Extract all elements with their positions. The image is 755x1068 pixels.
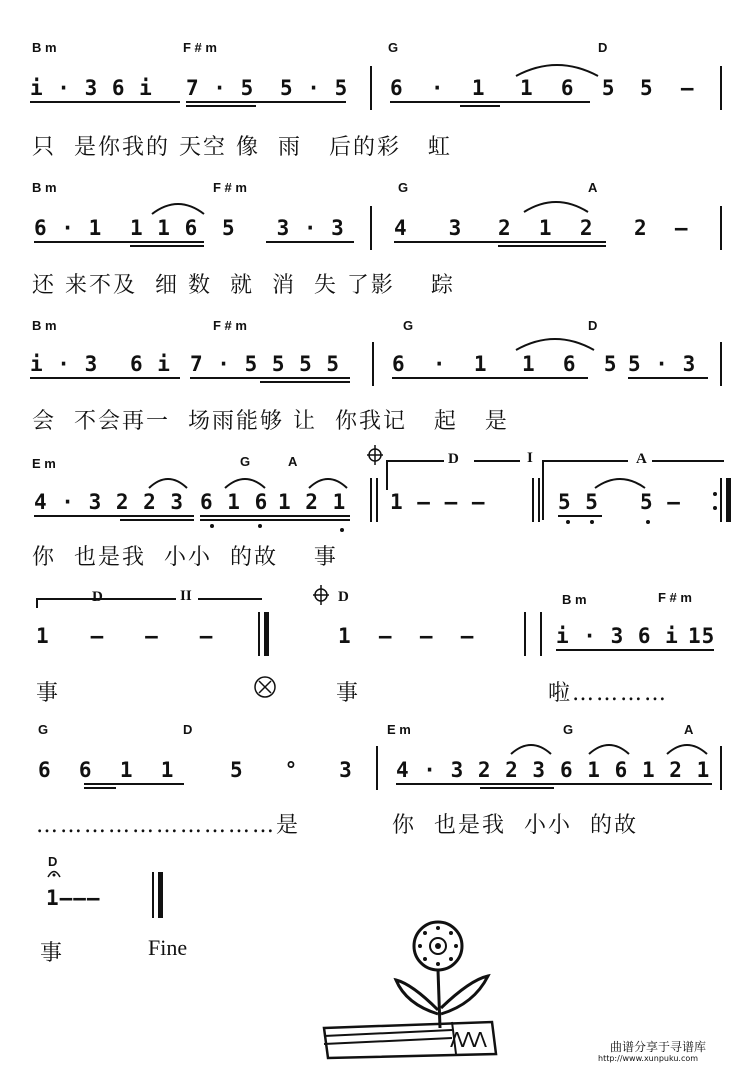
notes-group: i · 3 6 i [30,76,153,100]
beam-line [130,245,204,247]
volta-bracket [542,460,544,520]
chord: B m [32,318,57,333]
lyrics-line: 你 也是我 小小 的故 [392,813,638,838]
notes-group: 1 1 6 [130,216,199,240]
lyrics-line: 啦………… [548,681,669,706]
notes-group: 5 3 · 3 [222,216,345,240]
chord: D [338,589,349,605]
beam-line [84,787,116,789]
notes-group: 2 — [634,216,689,240]
bar-line [376,746,378,790]
notes-group: 6 1 6 [560,758,629,782]
volta-bracket [542,460,628,462]
slur [664,740,710,756]
notes-group: 4 · 3 2 2 3 [396,758,547,782]
slur [586,740,632,756]
final-bar [264,612,269,656]
slur [222,474,268,490]
beam-line [558,515,602,517]
repeat-dot [713,492,717,496]
notes-group: 5 ° 3 [230,758,353,782]
notes-group: i · 3 6 i [556,624,679,648]
beam-line [200,519,350,521]
notes-group: 6 · 1 [390,76,486,100]
beam-line [460,105,500,107]
notes-group: 1 2 1 [642,758,711,782]
lyrics-line: 会 不会再一 场雨能够 让 你我记 起 是 [32,409,509,434]
notes-group: 6 1 6 [200,490,269,514]
notes-group: 6 i [130,352,171,376]
beam-line [200,515,350,517]
lyrics-line: 还 来不及 细 数 就 消 失 了影 踪 [32,273,455,298]
lyrics-line: 事 [40,941,65,966]
bar-line [532,478,534,522]
notes-group: 6 · 1 [392,352,488,376]
beam-line [120,519,194,521]
notes-group: 5 · 5 [280,76,349,100]
chord: B m [562,592,587,607]
lyrics-line: 你 也是我 小小 的故 事 [32,545,338,570]
beam-line [84,783,184,785]
bar-line [538,478,540,522]
volta-bracket [386,460,444,462]
lyrics-line: 事 [336,681,361,706]
slur [512,332,598,352]
volta-label: II [180,588,192,604]
slur [508,740,554,756]
footer-url: http://www.xunpuku.com [598,1054,699,1063]
chord: D [448,451,459,467]
lyrics-line: …………………………是 [36,813,301,838]
beam-line [260,381,350,383]
chord: G [240,454,251,469]
beam-line [498,245,606,247]
chord: E m [32,456,56,471]
volta-bracket [386,460,388,490]
slur [306,474,350,490]
lyrics-line: 事 [36,681,61,706]
beam-line [186,105,256,107]
chord: B m [32,40,57,55]
octave-dot [210,524,214,528]
octave-dot [340,528,344,532]
chord: A [684,722,694,737]
chord: G [398,180,409,195]
bar-line [720,746,722,790]
footer-site-name: 曲谱分享于寻谱库 [610,1040,707,1054]
chord: D [588,318,598,333]
chord: F # m [213,318,247,333]
bar-line [376,478,378,522]
bar-line [540,612,542,656]
octave-dot [566,520,570,524]
fermata-icon [47,868,61,878]
notes-group: 15 [688,624,716,648]
slur [592,474,648,490]
bar-line [370,66,372,110]
notes-group: 2 1 2 [498,216,594,240]
chord: G [388,40,399,55]
beam-line [394,241,606,243]
chord: A [588,180,598,195]
chord: F # m [213,180,247,195]
book-wordmark: ΛΛΛ [450,1028,486,1052]
notes-group: 7 · 5 [186,76,255,100]
notes-group: 6 6 1 1 [38,758,175,782]
notes-group: 1 2 1 [278,490,347,514]
final-bar [158,872,163,918]
chord: F # m [183,40,217,55]
notes-group: 5 5 [558,490,599,514]
chord: E m [387,722,411,737]
beam-line [628,377,708,379]
bar-line [372,342,374,386]
coda-circle-mark [252,674,278,700]
slur [148,198,208,216]
notes-group: 5 · 3 [628,352,697,376]
bar-line [524,612,526,656]
chord: D [598,40,608,55]
octave-dot [590,520,594,524]
slur [520,196,592,214]
beam-line [34,241,204,243]
octave-dot [258,524,262,528]
beam-line [396,783,712,785]
notes-group: 1 6 5 [520,76,616,100]
beam-line [556,649,714,651]
chord: A [636,451,647,467]
beam-line [266,241,354,243]
chord: G [38,722,49,737]
slur [512,58,602,78]
bar-line [370,206,372,250]
chord: D [183,722,193,737]
notes-group: 1 — — — [338,624,475,648]
octave-dot [646,520,650,524]
notes-group: 1 — — — [390,490,486,514]
flower-illustration [320,910,520,1060]
beam-line [30,101,180,103]
slur [146,474,190,490]
repeat-bar [720,478,722,522]
volta-bracket [652,460,724,462]
coda-sign [312,584,330,606]
beam-line [34,515,194,517]
notes-group: 1——— [46,886,101,910]
beam-line [392,377,588,379]
fine-mark: Fine [148,935,188,960]
volta-bracket [474,460,520,462]
bar-line [152,872,154,918]
notes-group: 4 3 [394,216,463,240]
notes-group: i · 3 [30,352,99,376]
volta-bracket [36,598,38,608]
notes-group: 1 — — — [36,624,214,648]
notes-group: 6 · 1 [34,216,103,240]
chord: G [563,722,574,737]
chord: D [48,854,58,869]
bar-line [370,478,372,522]
chord: G [403,318,414,333]
beam-line [390,101,590,103]
beam-line [30,377,180,379]
notes-group: 4 · 3 2 2 3 [34,490,185,514]
chord: A [288,454,298,469]
bar-line [720,342,722,386]
notes-group: 5 — [640,490,681,514]
chord: F # m [658,590,692,605]
chord: D [92,589,103,605]
bar-line [258,612,260,656]
lyrics-line: 只 是你我的 天空 像 雨 后的彩 虹 [32,135,452,160]
beam-line [186,101,346,103]
beam-line [480,787,554,789]
volta-bracket [36,598,176,600]
chord: B m [32,180,57,195]
coda-sign [366,444,384,466]
notes-group: 7 · 5 5 5 5 [190,352,341,376]
notes-group: 5 — [640,76,695,100]
beam-line [190,377,350,379]
volta-bracket [198,598,262,600]
bar-line [720,66,722,110]
notes-group: 1 6 5 [522,352,618,376]
repeat-dot [713,506,717,510]
bar-line [720,206,722,250]
volta-label: I [527,450,533,466]
repeat-bar [726,478,731,522]
